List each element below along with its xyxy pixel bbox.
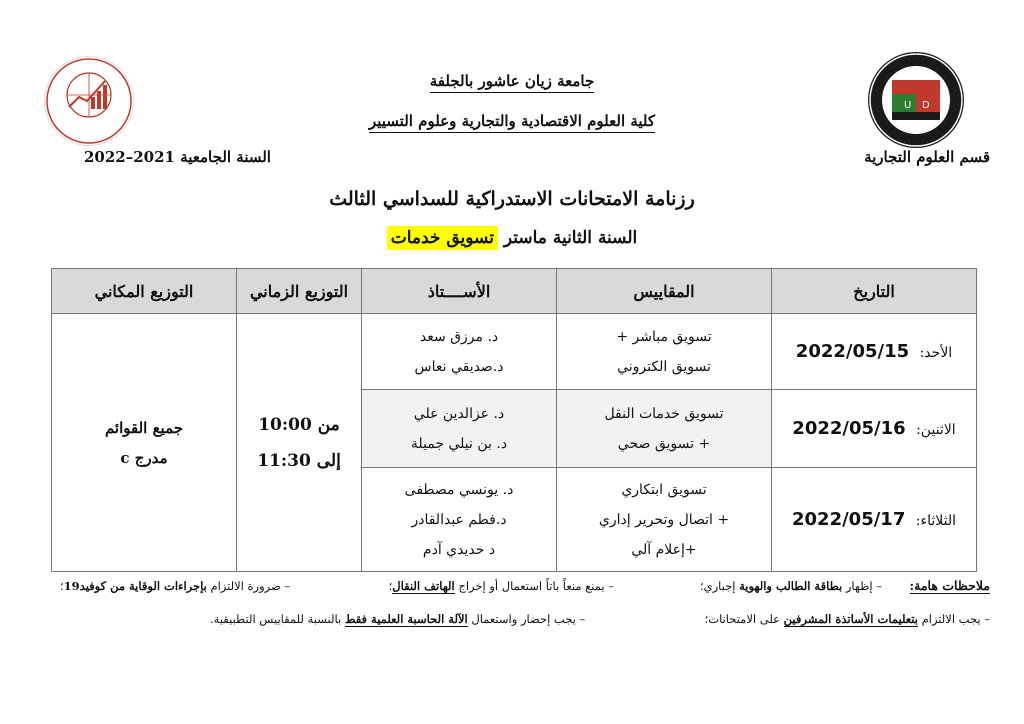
col-header-subjects: المقاييس <box>557 269 772 314</box>
faculty-name: كلية العلوم الاقتصادية والتجارية وعلوم التسيير <box>0 112 1024 130</box>
subject-item: تسويق خدمات النقل <box>604 405 724 422</box>
academic-year: السنة الجامعية 2021–2022 <box>84 148 271 166</box>
note-text: على الامتحانات؛ <box>704 612 784 626</box>
note-text: – يمنع منعاً باتاً استعمال أو إخراج <box>454 579 614 593</box>
note-item <box>700 579 882 593</box>
note-text: ؛ <box>60 579 64 593</box>
exam-schedule-table <box>51 268 977 572</box>
teacher-item: د. مرزق سعد <box>419 328 499 345</box>
subjects-cell <box>557 468 772 572</box>
note-text: إجباري؛ <box>699 579 740 593</box>
day-label: الأحد: <box>919 345 953 361</box>
col-header-time: التوزيع الزماني <box>237 269 362 314</box>
teacher-item: د. عزالدين علي <box>413 405 505 422</box>
place-cell <box>52 314 237 572</box>
teachers-cell <box>362 390 557 468</box>
teacher-item: د. بن نيلي جميلة <box>410 435 508 452</box>
note-bold: بإجراءات الوقاية من كوفيد19 <box>63 579 207 593</box>
place-hall: مدرج c <box>120 448 168 467</box>
date-cell <box>772 390 977 468</box>
subject-item: +إعلام آلي <box>631 541 697 558</box>
note-text: – يجب إحضار واستعمال <box>467 612 586 626</box>
note-item <box>210 612 585 626</box>
note-text: ؛ <box>388 579 393 593</box>
time-from: من 10:00 <box>258 414 340 435</box>
time-cell <box>237 314 362 572</box>
university-seal-logo <box>868 52 964 148</box>
subject-item: تسويق مباشر + <box>616 328 712 345</box>
date-cell <box>772 468 977 572</box>
svg-text:U: U <box>904 100 912 111</box>
level-label: السنة الثانية ماستر <box>503 228 638 248</box>
page-subtitle <box>0 228 1024 248</box>
note-text: – يجب الالتزام <box>917 612 990 626</box>
time-to: إلى 11:30 <box>257 450 341 471</box>
teacher-item: د حديدي آدم <box>422 541 496 558</box>
col-header-place: التوزيع المكاني <box>52 269 237 314</box>
col-header-teacher: الأســــتاذ <box>362 269 557 314</box>
col-header-date: التاريخ <box>772 269 977 314</box>
faculty-logo <box>44 56 134 146</box>
note-bold: الآلة الحاسبة العلمية فقط <box>344 612 468 626</box>
page-title: رزنامة الامتحانات الاستدراكية للسداسي الثالث <box>329 188 695 210</box>
note-text: – إظهار <box>842 579 882 593</box>
university-name: جامعة زيان عاشور بالجلفة <box>0 72 1024 90</box>
note-text: – ضرورة الالتزام <box>206 579 291 593</box>
specialty-highlight: تسويق خدمات <box>387 226 498 250</box>
note-text: بالنسبة للمقاييس التطبيقية. <box>210 612 345 626</box>
subjects-cell <box>557 314 772 390</box>
note-item <box>389 579 614 593</box>
teachers-cell <box>362 314 557 390</box>
teacher-item: د. يونسي مصطفى <box>404 481 514 498</box>
date-value: 2022/05/15 <box>795 341 910 362</box>
department-name: قسم العلوم التجارية <box>864 148 990 166</box>
day-label: الثلاثاء: <box>915 513 956 529</box>
teacher-item: د.فطم عبدالقادر <box>411 511 507 528</box>
place-groups: جميع القوائم <box>104 418 184 437</box>
teacher-item: د.صديقي نعاس <box>414 358 504 375</box>
subject-item: + اتصال وتحرير إداري <box>598 511 730 528</box>
note-bold: بطاقة الطالب والهوية <box>739 579 843 593</box>
table-header-row <box>52 269 977 314</box>
date-value: 2022/05/16 <box>792 418 906 439</box>
notes-label: ملاحظات هامة: <box>909 578 990 593</box>
subject-item: + تسويق صحي <box>617 435 711 452</box>
note-item <box>60 579 290 593</box>
note-bold: الهاتف النقال <box>392 579 455 593</box>
teachers-cell <box>362 468 557 572</box>
note-item <box>705 612 990 626</box>
svg-text:D: D <box>922 100 930 111</box>
subject-item: تسويق ابتكاري <box>621 481 707 498</box>
note-bold: بتعليمات الأساتذة المشرفين <box>783 612 918 626</box>
table-row <box>52 314 977 390</box>
subjects-cell <box>557 390 772 468</box>
day-label: الاثنين: <box>916 422 956 438</box>
date-value: 2022/05/17 <box>792 509 906 530</box>
date-cell <box>772 314 977 390</box>
subject-item: تسويق الكتروني <box>617 358 711 375</box>
